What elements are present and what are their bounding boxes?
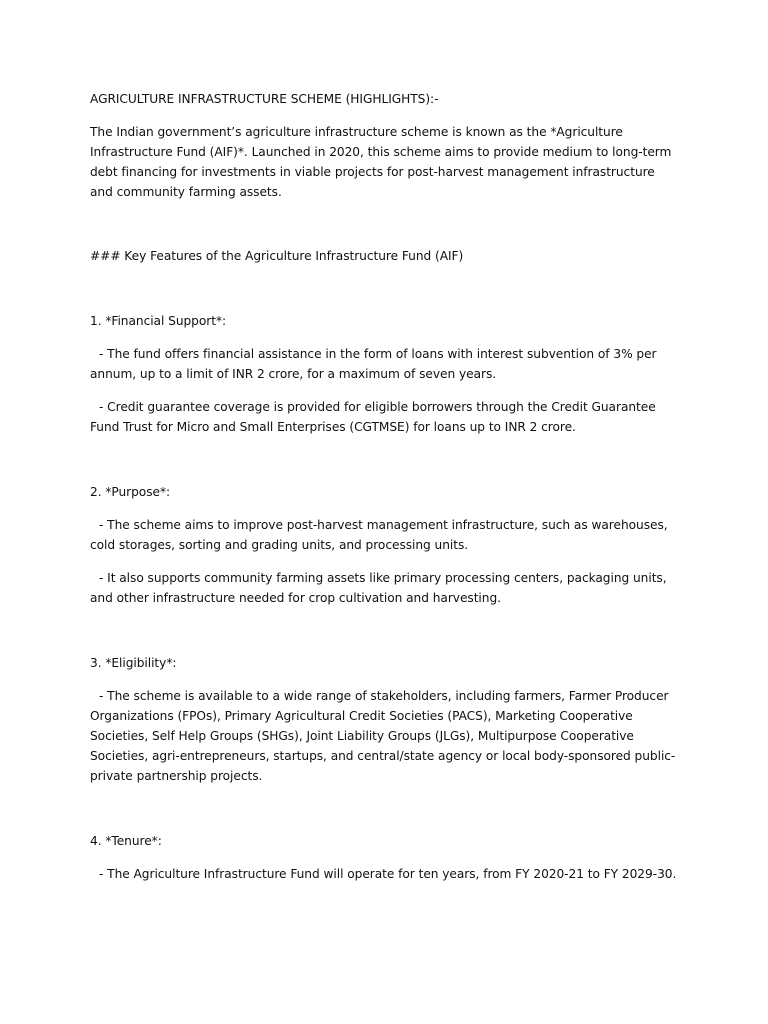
bullet-fund-tenure: - The Agriculture Infrastructure Fund will operate for ten years, from FY 2020-21 to FY 2029-30. bbox=[99, 867, 677, 881]
bullet-post-harvest-infrastructure: - The scheme aims to improve post-harvest management infrastructure, such as warehouses, cold storages, sorting and grading units, and processing units. bbox=[90, 518, 668, 552]
intro-paragraph: The Indian government’s agriculture infrastructure scheme is known as the *Agriculture Infrastructure Fund (AIF)*. Launched in 2020, this scheme aims to provide medium to long-term debt financing for investments in viable projects for post-harvest management infrastructure and community farming assets. bbox=[90, 125, 672, 199]
section-title-eligibility: 3. *Eligibility*: bbox=[90, 656, 177, 670]
bullet-credit-guarantee: - Credit guarantee coverage is provided for eligible borrowers through the Credit Guarantee Fund Trust for Micro and Small Enterprises (CGTMSE) for loans up to INR 2 crore. bbox=[90, 400, 656, 434]
key-features-heading: ### Key Features of the Agriculture Infrastructure Fund (AIF) bbox=[90, 249, 464, 263]
bullet-financial-assistance: - The fund offers financial assistance in the form of loans with interest subvention of 3% per annum, up to a limit of INR 2 crore, for a maximum of seven years. bbox=[90, 347, 657, 381]
bullet-eligible-stakeholders: - The scheme is available to a wide range of stakeholders, including farmers, Farmer Producer Organizations (FPOs), Primary Agricultural Credit Societies (PACS), Marketing Cooperative Societies, Self Help Groups (SHGs), Joint Liability Groups (JLGs), Multipurpose Cooperative Societies, agri-entrepreneurs, startups, and central/state agency or local body-sponsored public-private partnership projects. bbox=[90, 689, 676, 783]
document-heading: AGRICULTURE INFRASTRUCTURE SCHEME (HIGHLIGHTS):- bbox=[90, 92, 439, 106]
section-title-financial-support: 1. *Financial Support*: bbox=[90, 314, 227, 328]
bullet-community-farming-assets: - It also supports community farming assets like primary processing centers, packaging units, and other infrastructure needed for crop cultivation and harvesting. bbox=[90, 571, 667, 605]
section-title-purpose: 2. *Purpose*: bbox=[90, 485, 171, 499]
section-title-tenure: 4. *Tenure*: bbox=[90, 834, 162, 848]
document-content bbox=[90, 89, 680, 897]
